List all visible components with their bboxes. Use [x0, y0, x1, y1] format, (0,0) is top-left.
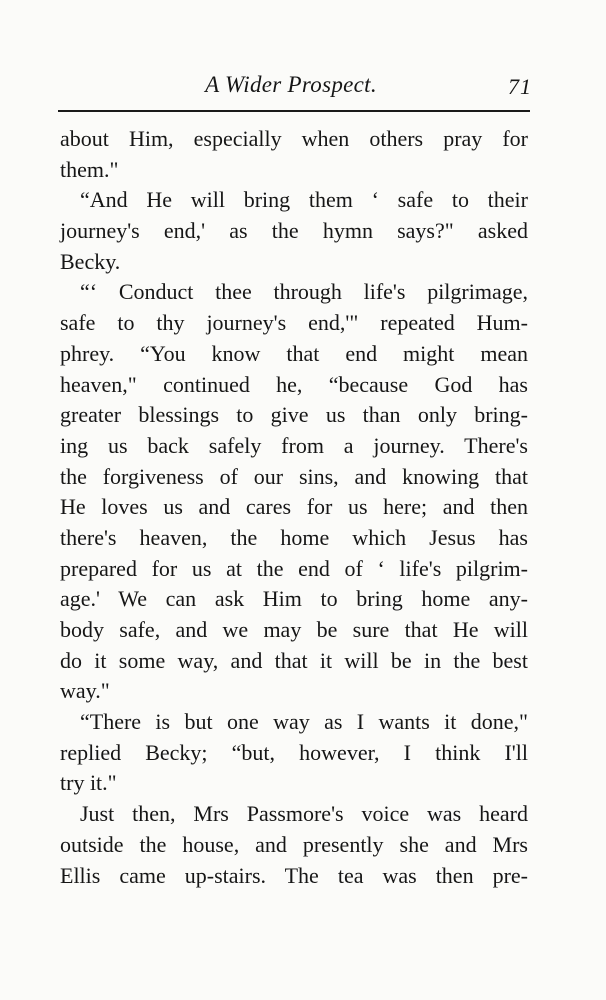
- text-line: journey's end,' as the hymn says?" asked: [60, 218, 528, 244]
- text-line: heaven," continued he, “because God has: [60, 371, 528, 397]
- page-number: 71: [508, 74, 532, 99]
- text-line: try it.": [60, 770, 117, 796]
- body-text: [60, 124, 528, 891]
- text-line: He loves us and cares for us here; and then: [60, 494, 528, 520]
- text-line: safe to thy journey's end,'" repeated Hum-: [60, 310, 528, 336]
- text-line: “‘ Conduct thee through life's pilgrimage,: [80, 279, 528, 305]
- text-line: outside the house, and presently she and Mrs: [60, 831, 528, 857]
- text-line: Just then, Mrs Passmore's voice was heard: [80, 801, 528, 827]
- text-line: “And He will bring them ‘ safe to their: [80, 187, 528, 213]
- text-line: greater blessings to give us than only bring-: [60, 402, 528, 428]
- text-line: do it some way, and that it will be in the best: [60, 647, 528, 673]
- text-line: ing us back safely from a journey. There's: [60, 432, 528, 458]
- text-line: replied Becky; “but, however, I think I'll: [60, 739, 528, 765]
- text-line: way.": [60, 678, 110, 704]
- text-line: them.": [60, 156, 119, 182]
- text-line: the forgiveness of our sins, and knowing that: [60, 463, 528, 489]
- text-line: phrey. “You know that end might mean: [60, 340, 528, 366]
- text-line: about Him, especially when others pray for: [60, 126, 528, 151]
- text-line: Ellis came up-stairs. The tea was then pre-: [60, 862, 528, 888]
- running-title: A Wider Prospect.: [205, 72, 377, 97]
- text-line: body safe, and we may be sure that He will: [60, 617, 528, 642]
- text-line: there's heaven, the home which Jesus has: [60, 524, 528, 550]
- header-rule: [58, 110, 530, 112]
- text-line: age.' We can ask Him to bring home any-: [60, 586, 528, 612]
- text-line: “There is but one way as I wants it done,": [80, 709, 528, 735]
- text-line: prepared for us at the end of ‘ life's pilgrim-: [60, 555, 528, 581]
- text-line: Becky.: [60, 248, 121, 274]
